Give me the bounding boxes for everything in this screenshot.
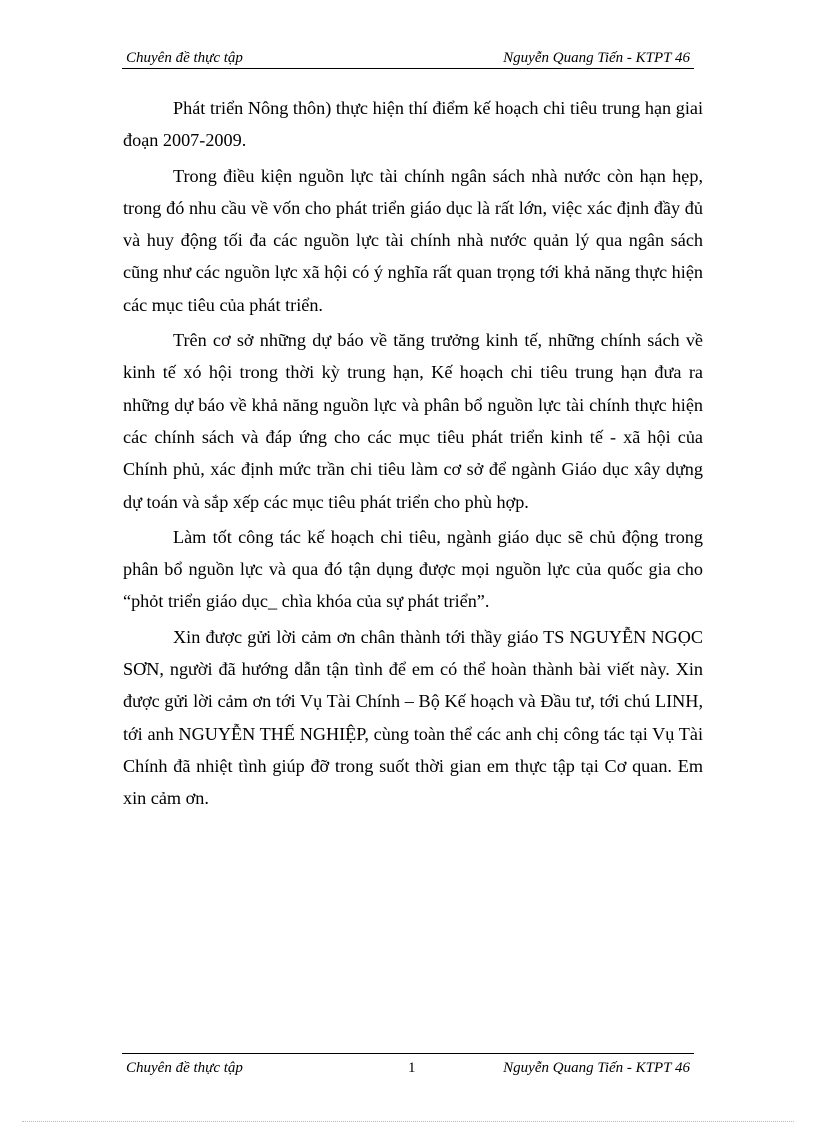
document-body bbox=[123, 92, 703, 818]
paragraph-1: Phát triển Nông thôn) thực hiện thí điểm kế hoạch chi tiêu trung hạn giai đoạn 2007-2009. bbox=[123, 98, 703, 151]
paragraph-2: Trong điều kiện nguồn lực tài chính ngân sách nhà nước còn hạn hẹp, trong đó nhu cầu về vốn cho phát triển giáo dục là rất lớn, việc xác định đầy đủ và huy động tối đa các nguồn lực tài chính nhà nước quản lý qua ngân sách cũng như các nguồn lực xã hội có ý nghĩa rất quan trọng tới khả năng thực hiện các mục tiêu của phát triển. bbox=[123, 165, 703, 315]
header-author: Nguyễn Quang Tiến - KTPT 46 bbox=[503, 50, 690, 66]
paragraph-3: Trên cơ sở những dự báo về tăng trưởng kinh tế, những chính sách về kinh tế xó hội trong thời kỳ trung hạn, Kế hoạch chi tiêu trung hạn đưa ra những dự báo về khả năng nguồn lực và phân bổ nguồn lực tài chính thực hiện các chính sách và đáp ứng cho các mục tiêu phát triển kinh tế - xã hội của Chính phủ, xác định mức trần chi tiêu làm cơ sở để ngành Giáo dục xây dựng dự toán và sắp xếp các mục tiêu phát triển cho phù hợp. bbox=[123, 330, 703, 512]
header-left-title: Chuyên đề thực tập bbox=[126, 50, 243, 66]
page-footer bbox=[122, 1053, 694, 1084]
footer-author: Nguyễn Quang Tiến - KTPT 46 bbox=[503, 1060, 690, 1076]
page-edge-divider bbox=[22, 1121, 794, 1122]
footer-left-title: Chuyên đề thực tập bbox=[126, 1060, 243, 1076]
page-header bbox=[122, 46, 694, 69]
paragraph-5: Xin được gửi lời cảm ơn chân thành tới thầy giáo TS NGUYỄN NGỌC SƠN, người đã hướng dẫn tận tình để em có thể hoàn thành bài viết này. Xin được gửi lời cảm ơn tới Vụ Tài Chính – Bộ Kế hoạch và Đầu tư, tới chú LINH, tới anh NGUYỄN THẾ NGHIỆP, cùng toàn thể các anh chị công tác tại Vụ Tài Chính đã nhiệt tình giúp đỡ trong suốt thời gian em thực tập tại Cơ quan. Em xin cảm ơn. bbox=[123, 626, 703, 809]
paragraph-4: Làm tốt công tác kế hoạch chi tiêu, ngành giáo dục sẽ chủ động trong phân bổ nguồn lực và qua đó tận dụng được mọi nguồn lực của quốc gia cho “phỏt triển giáo dục_ chìa khóa của sự phát triển”. bbox=[123, 526, 703, 612]
page-number: 1 bbox=[408, 1060, 416, 1076]
